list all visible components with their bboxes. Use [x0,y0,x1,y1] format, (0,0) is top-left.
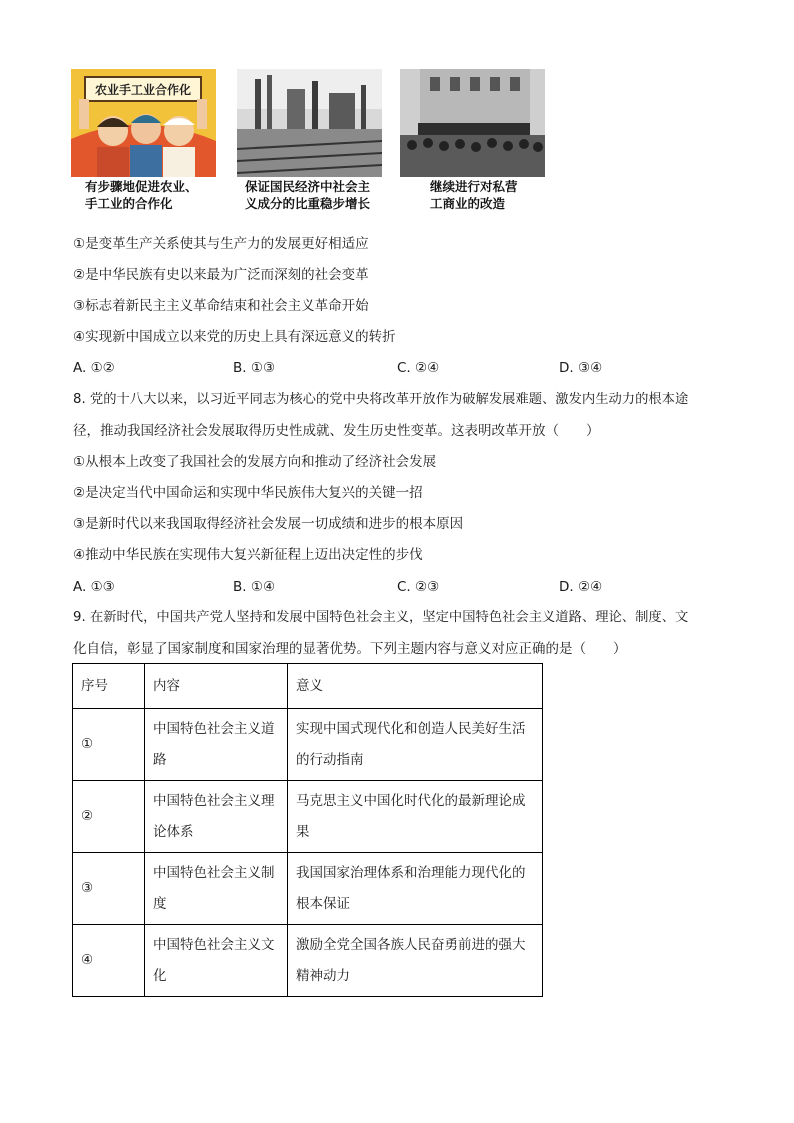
figure-rally-photo [400,69,545,177]
q7-option-d: D. ③④ [559,360,603,376]
figure-industry-photo [237,69,382,177]
figure-3-caption: 继续进行对私营 工商业的改造 [430,179,518,211]
q8-option-a: A. ①③ [73,579,115,595]
row-meaning: 我国国家治理体系和治理能力现代化的 根本保证 [288,853,543,925]
q7-statement-2: ②是中华民族有史以来最为广泛而深刻的社会变革 [73,267,369,283]
q7-statement-1: ①是变革生产关系使其与生产力的发展更好相适应 [73,236,369,252]
q8-option-b: B. ①④ [233,579,276,595]
q7-option-a: A. ①② [73,360,115,376]
q8-statement-2: ②是决定当代中国命运和实现中华民族伟大复兴的关键一招 [73,485,423,501]
row-meaning: 激励全党全国各族人民奋勇前进的强大 精神动力 [288,925,543,997]
table-row [73,781,543,853]
row-content: 中国特色社会主义理 论体系 [145,781,288,853]
header-content: 内容 [145,664,288,709]
q8-option-c: C. ②③ [397,579,440,595]
row-number: ④ [73,925,145,997]
header-meaning: 意义 [288,664,543,709]
q7-option-b: B. ①③ [233,360,276,376]
table-row [73,853,543,925]
row-meaning: 马克思主义中国化时代化的最新理论成 果 [288,781,543,853]
figure-1-caption: 有步骤地促进农业、 手工业的合作化 [85,179,198,211]
row-content: 中国特色社会主义道 路 [145,709,288,781]
q8-statement-3: ③是新时代以来我国取得经济社会发展一切成绩和进步的根本原因 [73,516,464,532]
row-meaning: 实现中国式现代化和创造人民美好生活 的行动指南 [288,709,543,781]
q8-statement-1: ①从根本上改变了我国社会的发展方向和推动了经济社会发展 [73,454,437,470]
poster-banner-text: 农业手工业合作化 [94,83,192,97]
q9-stem-line-1: 9. 在新时代，中国共产党人坚持和发展中国特色社会主义，坚定中国特色社会主义道路、理论、制度、文 [73,610,689,625]
q7-option-c: C. ②④ [397,360,440,376]
row-content: 中国特色社会主义文 化 [145,925,288,997]
q7-statement-4: ④实现新中国成立以来党的历史上具有深远意义的转折 [73,329,396,345]
table-row [73,709,543,781]
q7-statement-3: ③标志着新民主主义革命结束和社会主义革命开始 [73,298,369,314]
q9-stem-line-2: 化自信，彰显了国家制度和国家治理的显著优势。下列主题内容与意义对应正确的是（ ） [73,641,627,657]
table-header-row [73,664,543,709]
q8-option-d: D. ②④ [559,579,603,595]
row-number: ② [73,781,145,853]
header-number: 序号 [73,664,145,709]
row-number: ① [73,709,145,781]
row-number: ③ [73,853,145,925]
q8-stem-line-1: 8. 党的十八大以来，以习近平同志为核心的党中央将改革开放作为破解发展难题、激发内生动力的根本途 [73,392,689,407]
figure-2-caption: 保证国民经济中社会主 义成分的比重稳步增长 [245,179,371,211]
q9-table [72,663,543,997]
figure-cooperation-poster [71,69,216,177]
row-content: 中国特色社会主义制 度 [145,853,288,925]
q8-statement-4: ④推动中华民族在实现伟大复兴新征程上迈出决定性的步伐 [73,547,423,563]
q8-stem-line-2: 径，推动我国经济社会发展取得历史性成就、发生历史性变革。这表明改革开放（ ） [73,423,600,439]
table-row [73,925,543,997]
